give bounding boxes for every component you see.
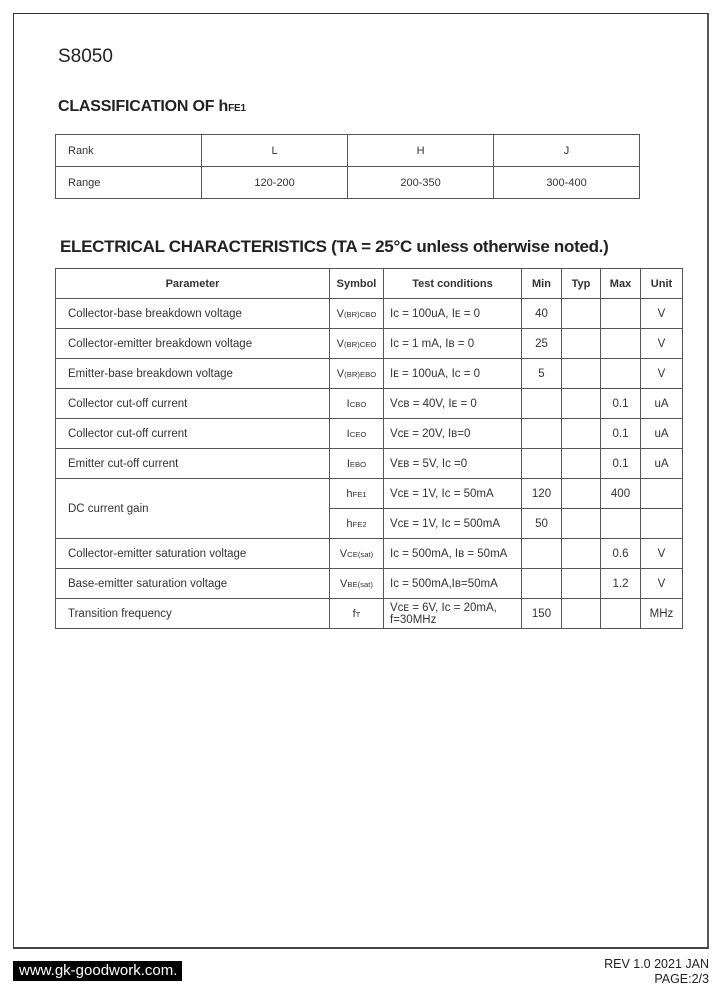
classification-heading-sub: FE1 bbox=[228, 103, 246, 114]
symbol-cell bbox=[330, 599, 384, 629]
typ-cell bbox=[562, 569, 601, 599]
table-row bbox=[56, 539, 683, 569]
param-cell: Collector-emitter breakdown voltage bbox=[56, 329, 330, 359]
max-cell bbox=[601, 299, 641, 329]
symbol-main: V bbox=[336, 337, 344, 350]
unit-cell: MHz bbox=[641, 599, 683, 629]
unit-cell bbox=[641, 509, 683, 539]
min-cell bbox=[522, 539, 562, 569]
symbol-sub: (BR)EBO bbox=[344, 369, 377, 379]
table-row bbox=[56, 599, 683, 629]
range-label: Range bbox=[56, 167, 202, 199]
min-cell bbox=[522, 569, 562, 599]
table-row bbox=[56, 389, 683, 419]
symbol-cell bbox=[330, 359, 384, 389]
classification-heading-text: CLASSIFICATION OF h bbox=[58, 98, 229, 115]
symbol-main: f bbox=[352, 607, 356, 620]
unit-cell: uA bbox=[641, 419, 683, 449]
unit-cell: V bbox=[641, 329, 683, 359]
rank-cell: J bbox=[494, 135, 640, 167]
header-unit: Unit bbox=[641, 269, 683, 299]
range-cell: 120-200 bbox=[202, 167, 348, 199]
symbol-cell bbox=[330, 449, 384, 479]
param-cell: Collector-emitter saturation voltage bbox=[56, 539, 330, 569]
max-cell: 0.1 bbox=[601, 419, 641, 449]
condition-cell bbox=[384, 599, 522, 629]
range-cell: 200-350 bbox=[348, 167, 494, 199]
part-number: S8050 bbox=[58, 46, 113, 67]
max-cell bbox=[601, 329, 641, 359]
symbol-cell bbox=[330, 479, 384, 509]
table-row bbox=[56, 329, 683, 359]
condition-line: Vᴄᴇ = 6V, Iᴄ = 20mA, bbox=[390, 601, 497, 614]
min-cell: 50 bbox=[522, 509, 562, 539]
header-symbol: Symbol bbox=[330, 269, 384, 299]
header-test-conditions: Test conditions bbox=[384, 269, 522, 299]
min-cell: 40 bbox=[522, 299, 562, 329]
param-cell: Emitter-base breakdown voltage bbox=[56, 359, 330, 389]
typ-cell bbox=[562, 479, 601, 509]
unit-cell bbox=[641, 479, 683, 509]
max-cell bbox=[601, 359, 641, 389]
condition-cell: Iᴄ = 1 mA, Iʙ = 0 bbox=[384, 329, 522, 359]
symbol-sub: T bbox=[355, 609, 361, 619]
symbol-main: h bbox=[346, 487, 353, 500]
typ-cell bbox=[562, 359, 601, 389]
condition-cell: Iᴇ = 100uA, Iᴄ = 0 bbox=[384, 359, 522, 389]
header-max: Max bbox=[601, 269, 641, 299]
unit-cell: V bbox=[641, 569, 683, 599]
symbol-main: I bbox=[346, 457, 350, 470]
param-cell: Collector cut-off current bbox=[56, 419, 330, 449]
max-cell: 0.6 bbox=[601, 539, 641, 569]
symbol-cell bbox=[330, 299, 384, 329]
revision-info bbox=[604, 957, 709, 987]
symbol-sub: CE(sat) bbox=[347, 549, 374, 559]
unit-cell: uA bbox=[641, 449, 683, 479]
typ-cell bbox=[562, 389, 601, 419]
classification-heading bbox=[58, 98, 246, 116]
electrical-heading: ELECTRICAL CHARACTERISTICS (TA = 25°C unless otherwise noted.) bbox=[60, 237, 609, 256]
header-row bbox=[56, 269, 683, 299]
param-cell: Emitter cut-off current bbox=[56, 449, 330, 479]
rank-label: Rank bbox=[56, 135, 202, 167]
unit-cell: V bbox=[641, 359, 683, 389]
symbol-sub: CBO bbox=[349, 399, 367, 409]
symbol-main: h bbox=[346, 517, 353, 530]
min-cell: 120 bbox=[522, 479, 562, 509]
symbol-main: I bbox=[346, 427, 350, 440]
header-min: Min bbox=[522, 269, 562, 299]
range-row bbox=[56, 167, 640, 199]
symbol-cell bbox=[330, 539, 384, 569]
revision-text: REV 1.0 2021 JAN bbox=[604, 957, 709, 971]
min-cell: 5 bbox=[522, 359, 562, 389]
rank-cell: H bbox=[348, 135, 494, 167]
min-cell: 150 bbox=[522, 599, 562, 629]
condition-cell: Iᴄ = 100uA, Iᴇ = 0 bbox=[384, 299, 522, 329]
min-cell bbox=[522, 419, 562, 449]
symbol-cell bbox=[330, 569, 384, 599]
max-cell: 0.1 bbox=[601, 389, 641, 419]
symbol-sub: FE2 bbox=[352, 519, 367, 529]
symbol-sub: (BR)CEO bbox=[343, 339, 377, 349]
symbol-cell bbox=[330, 329, 384, 359]
typ-cell bbox=[562, 449, 601, 479]
symbol-cell bbox=[330, 509, 384, 539]
max-cell bbox=[601, 599, 641, 629]
typ-cell bbox=[562, 299, 601, 329]
classification-table bbox=[55, 134, 640, 199]
min-cell bbox=[522, 389, 562, 419]
max-cell: 0.1 bbox=[601, 449, 641, 479]
param-cell: Collector cut-off current bbox=[56, 389, 330, 419]
symbol-cell bbox=[330, 419, 384, 449]
symbol-sub: EBO bbox=[349, 459, 367, 469]
table-row bbox=[56, 479, 683, 509]
symbol-main: V bbox=[339, 547, 348, 560]
condition-cell: Iᴄ = 500mA, Iʙ = 50mA bbox=[384, 539, 522, 569]
page-number: PAGE:2/3 bbox=[654, 972, 709, 986]
typ-cell bbox=[562, 329, 601, 359]
symbol-main: I bbox=[346, 397, 350, 410]
typ-cell bbox=[562, 599, 601, 629]
condition-line: f=30MHz bbox=[390, 613, 437, 626]
param-cell: Transition frequency bbox=[56, 599, 330, 629]
max-cell: 1.2 bbox=[601, 569, 641, 599]
param-cell: Base-emitter saturation voltage bbox=[56, 569, 330, 599]
unit-cell: V bbox=[641, 299, 683, 329]
table-row bbox=[56, 569, 683, 599]
typ-cell bbox=[562, 539, 601, 569]
header-typ: Typ bbox=[562, 269, 601, 299]
symbol-main: V bbox=[340, 577, 348, 590]
max-cell bbox=[601, 509, 641, 539]
condition-cell: Iᴄ = 500mA,Iʙ=50mA bbox=[384, 569, 522, 599]
param-cell: DC current gain bbox=[56, 479, 330, 539]
table-row bbox=[56, 449, 683, 479]
typ-cell bbox=[562, 509, 601, 539]
electrical-table bbox=[55, 268, 683, 629]
min-cell bbox=[522, 449, 562, 479]
param-cell: Collector-base breakdown voltage bbox=[56, 299, 330, 329]
table-row bbox=[56, 359, 683, 389]
header-parameter: Parameter bbox=[56, 269, 330, 299]
condition-cell: Vᴄᴇ = 1V, Iᴄ = 50mA bbox=[384, 479, 522, 509]
min-cell: 25 bbox=[522, 329, 562, 359]
condition-cell: Vᴄᴇ = 1V, Iᴄ = 500mA bbox=[384, 509, 522, 539]
unit-cell: uA bbox=[641, 389, 683, 419]
rank-row bbox=[56, 135, 640, 167]
condition-cell: Vᴄʙ = 40V, Iᴇ = 0 bbox=[384, 389, 522, 419]
rank-cell: L bbox=[202, 135, 348, 167]
symbol-sub: (BR)CBO bbox=[343, 309, 377, 319]
symbol-main: V bbox=[336, 307, 344, 320]
max-cell: 400 bbox=[601, 479, 641, 509]
symbol-sub: BE(sat) bbox=[347, 579, 373, 589]
table-row bbox=[56, 299, 683, 329]
symbol-main: V bbox=[336, 367, 345, 380]
symbol-sub: FE1 bbox=[352, 489, 367, 499]
range-cell: 300-400 bbox=[494, 167, 640, 199]
typ-cell bbox=[562, 419, 601, 449]
symbol-cell bbox=[330, 389, 384, 419]
website-link[interactable]: www.gk-goodwork.com. bbox=[13, 961, 182, 981]
unit-cell: V bbox=[641, 539, 683, 569]
symbol-sub: CEO bbox=[349, 429, 367, 439]
condition-cell: Vᴄᴇ = 20V, Iʙ=0 bbox=[384, 419, 522, 449]
table-row bbox=[56, 419, 683, 449]
condition-cell: Vᴇʙ = 5V, Iᴄ =0 bbox=[384, 449, 522, 479]
